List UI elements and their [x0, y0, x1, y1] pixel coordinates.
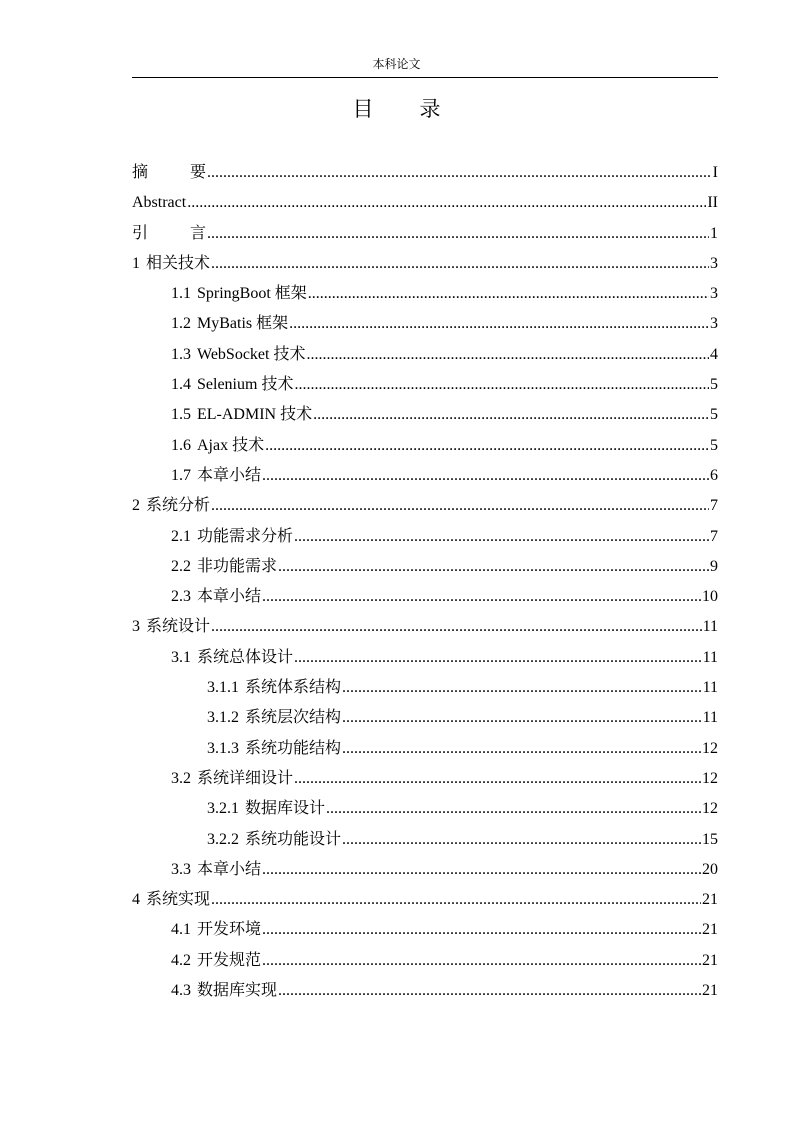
toc-entry[interactable]: [132, 522, 718, 552]
toc-entry-number: 3.1.2: [207, 709, 239, 727]
toc-entry-page-number: 21: [702, 951, 718, 969]
toc-entry-label: [171, 643, 293, 673]
toc-entry-label: [171, 582, 261, 612]
toc-leader-dots: [278, 552, 709, 582]
toc-entry-title: 数据库实现: [197, 982, 278, 1000]
toc-entry-page-number: 5: [710, 436, 718, 454]
toc-entry-page-number: 21: [702, 891, 718, 909]
toc-entry-label: [171, 946, 261, 976]
toc-entry-label: [171, 431, 264, 461]
toc-entry[interactable]: [132, 673, 718, 703]
toc-entry[interactable]: [132, 309, 718, 339]
toc-leader-dots: [187, 188, 706, 218]
toc-entry[interactable]: [132, 825, 718, 855]
toc-entry-title: 数据库设计: [245, 800, 326, 818]
toc-entry-number: 4.1: [171, 921, 191, 939]
toc-entry-label: [171, 552, 277, 582]
toc-entry-number: 1.2: [171, 315, 191, 333]
toc-entry-number: 1: [132, 254, 140, 272]
toc-entry-label: [171, 976, 277, 1006]
toc-entry-page-number: 20: [702, 860, 718, 878]
toc-entry[interactable]: [132, 219, 718, 249]
toc-entry-page-number: 3: [710, 285, 718, 303]
toc-entry-number: 1.7: [171, 466, 191, 484]
toc-entry-title: Selenium 技术: [197, 376, 294, 394]
toc-entry-title: WebSocket 技术: [197, 345, 306, 363]
toc-entry-title: 系统功能结构: [245, 739, 342, 757]
toc-leader-dots: [342, 673, 702, 703]
header-divider: [132, 77, 718, 78]
toc-entry[interactable]: [132, 885, 718, 915]
toc-entry-label: [171, 279, 307, 309]
toc-entry-label: [132, 219, 206, 249]
toc-entry[interactable]: [132, 188, 718, 218]
toc-entry[interactable]: [132, 491, 718, 521]
toc-leader-dots: [262, 855, 701, 885]
toc-entry-page-number: 5: [710, 376, 718, 394]
toc-entry-label: [171, 309, 288, 339]
toc-entry[interactable]: [132, 400, 718, 430]
toc-entry-page-number: 10: [702, 588, 718, 606]
toc-entry-number: 2.2: [171, 557, 191, 575]
toc-entry-number: 3: [132, 618, 140, 636]
toc-entry-page-number: 11: [702, 709, 718, 727]
toc-entry-page-number: 7: [710, 527, 718, 545]
toc-entry-label: [171, 340, 305, 370]
toc-entry-label: [132, 249, 210, 279]
toc-entry[interactable]: [132, 461, 718, 491]
toc-entry-page-number: 1: [710, 224, 718, 242]
toc-entry[interactable]: [132, 612, 718, 642]
toc-leader-dots: [294, 764, 701, 794]
toc-entry-title-first-char: 引: [132, 224, 149, 242]
toc-entry-number: 3.1.3: [207, 739, 239, 757]
toc-leader-dots: [262, 946, 701, 976]
toc-leader-dots: [306, 340, 709, 370]
toc-entry-title-second-char: 要: [190, 164, 207, 181]
toc-leader-dots: [265, 431, 709, 461]
toc-entry-page-number: 6: [710, 466, 718, 484]
toc-entry[interactable]: [132, 915, 718, 945]
toc-entry-number: 1.6: [171, 436, 191, 454]
toc-entry-number: 3.1: [171, 648, 191, 666]
toc-entry-title: 功能需求分析: [197, 527, 294, 545]
toc-leader-dots: [211, 885, 701, 915]
toc-leader-dots: [289, 309, 709, 339]
toc-entry-page-number: II: [707, 194, 718, 212]
toc-entry-label: [207, 734, 341, 764]
toc-leader-dots: [278, 976, 701, 1006]
toc-entry-page-number: 11: [702, 618, 718, 636]
toc-entry-page-number: 12: [702, 739, 718, 757]
toc-entry-title: 本章小结: [197, 860, 262, 878]
toc-entry-title: SpringBoot 框架: [197, 285, 307, 303]
toc-entry-title: 本章小结: [197, 588, 262, 606]
toc-entry[interactable]: [132, 794, 718, 824]
toc-entry-number: 1.3: [171, 345, 191, 363]
toc-entry-title: 系统层次结构: [245, 709, 342, 727]
toc-entry-number: 3.1.1: [207, 679, 239, 697]
toc-entry[interactable]: [132, 370, 718, 400]
toc-entry-page-number: 11: [702, 648, 718, 666]
toc-entry-page-number: 9: [710, 557, 718, 575]
toc-leader-dots: [294, 522, 709, 552]
toc-entry-label: [171, 461, 261, 491]
toc-entry[interactable]: [132, 946, 718, 976]
toc-leader-dots: [342, 703, 702, 733]
toc-entry-label: [132, 612, 210, 642]
toc-entry-number: 2: [132, 497, 140, 515]
toc-leader-dots: [342, 825, 701, 855]
toc-entry[interactable]: [132, 340, 718, 370]
toc-entry-number: 3.2: [171, 769, 191, 787]
toc-entry[interactable]: [132, 643, 718, 673]
toc-entry-title: 系统功能设计: [245, 830, 342, 848]
toc-entry-page-number: 21: [702, 982, 718, 1000]
toc-entry[interactable]: [132, 431, 718, 461]
toc-entry-page-number: 4: [710, 345, 718, 363]
toc-entry-title: 本章小结: [197, 466, 262, 484]
toc-entry-number: 3.2.2: [207, 830, 239, 848]
toc-entry-title: 系统体系结构: [245, 679, 342, 697]
page-title-right-char: 录: [419, 97, 441, 121]
toc-entry-page-number: I: [712, 164, 718, 181]
toc-entry-title: EL-ADMIN 技术: [197, 406, 313, 424]
toc-entry-page-number: 21: [702, 921, 718, 939]
toc-entry-label: [132, 491, 210, 521]
toc-entry[interactable]: [132, 249, 718, 279]
toc-entry-page-number: 7: [710, 497, 718, 515]
toc-leader-dots: [326, 794, 701, 824]
toc-entry-title: MyBatis 框架: [197, 315, 289, 333]
toc-entry-label: [171, 764, 293, 794]
toc-entry-number: 4.3: [171, 982, 191, 1000]
toc-entry-label: [132, 158, 206, 188]
toc-leader-dots: [207, 219, 709, 249]
toc-entry-number: 1.5: [171, 406, 191, 424]
toc-entry-title: Ajax 技术: [197, 436, 265, 454]
running-header: 本科论文: [372, 57, 421, 71]
toc-entry-label: [171, 400, 312, 430]
toc-entry-title: 系统实现: [146, 891, 211, 909]
toc-entry-label: [132, 885, 210, 915]
toc-entry-title: 系统总体设计: [197, 648, 294, 666]
toc-entry-label: [207, 673, 341, 703]
toc-leader-dots: [211, 491, 709, 521]
toc-entry-title: 非功能需求: [197, 557, 278, 575]
toc-entry-label: [207, 794, 325, 824]
toc-leader-dots: [207, 158, 712, 188]
toc-leader-dots: [313, 400, 709, 430]
toc-entry[interactable]: [132, 703, 718, 733]
toc-entry-title: 系统详细设计: [197, 769, 294, 787]
toc-entry-number: 2.3: [171, 588, 191, 606]
table-of-contents: [132, 158, 718, 1006]
toc-leader-dots: [211, 612, 702, 642]
toc-entry-page-number: 3: [710, 315, 718, 333]
toc-entry[interactable]: [132, 764, 718, 794]
toc-leader-dots: [211, 249, 709, 279]
toc-entry-label: [171, 522, 293, 552]
toc-entry[interactable]: [132, 976, 718, 1006]
toc-leader-dots: [308, 279, 709, 309]
toc-entry-title-first-char: 摘: [132, 164, 149, 181]
toc-entry-page-number: 3: [710, 254, 718, 272]
toc-leader-dots: [294, 370, 709, 400]
toc-entry-page-number: 11: [702, 679, 718, 697]
toc-entry-page-number: 5: [710, 406, 718, 424]
toc-entry-page-number: 12: [702, 769, 718, 787]
toc-entry-page-number: 12: [702, 800, 718, 818]
toc-entry-number: 2.1: [171, 527, 191, 545]
toc-entry[interactable]: [132, 734, 718, 764]
toc-entry-number: 3.2.1: [207, 800, 239, 818]
toc-entry-title: 开发规范: [197, 951, 262, 969]
toc-entry-title: 系统设计: [146, 618, 211, 636]
toc-leader-dots: [262, 582, 701, 612]
toc-entry-title: 相关技术: [146, 254, 211, 272]
toc-entry[interactable]: [132, 855, 718, 885]
toc-entry-number: 4: [132, 891, 140, 909]
toc-entry-title: 开发环境: [197, 921, 262, 939]
toc-entry[interactable]: [132, 158, 718, 188]
toc-leader-dots: [294, 643, 702, 673]
toc-entry-title: 系统分析: [146, 497, 211, 515]
toc-entry-title: Abstract: [132, 194, 187, 212]
toc-entry[interactable]: [132, 552, 718, 582]
toc-entry-label: [171, 370, 293, 400]
toc-entry-number: 4.2: [171, 951, 191, 969]
toc-entry-label: [171, 855, 261, 885]
toc-entry-label: [132, 188, 186, 218]
toc-leader-dots: [262, 915, 701, 945]
toc-leader-dots: [262, 461, 709, 491]
toc-leader-dots: [342, 734, 701, 764]
toc-entry-label: [207, 825, 341, 855]
page-title-left-char: 目: [352, 97, 374, 121]
toc-entry[interactable]: [132, 582, 718, 612]
toc-entry-number: 1.4: [171, 376, 191, 394]
toc-entry-page-number: 15: [702, 830, 718, 848]
page-title: [0, 96, 793, 122]
toc-entry-number: 3.3: [171, 860, 191, 878]
toc-entry[interactable]: [132, 279, 718, 309]
toc-entry-number: 1.1: [171, 285, 191, 303]
toc-entry-title-second-char: 言: [190, 224, 207, 242]
toc-entry-label: [207, 703, 341, 733]
toc-entry-label: [171, 915, 261, 945]
